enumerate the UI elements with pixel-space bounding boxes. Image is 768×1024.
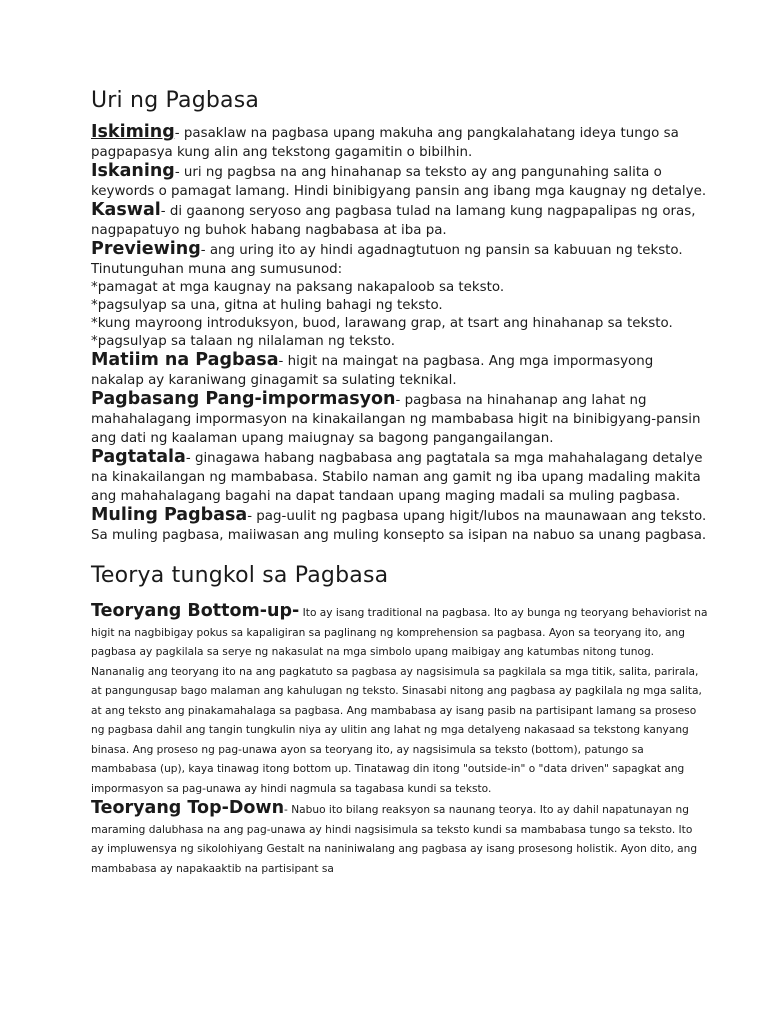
entry-teoryang-bottom-up	[91, 602, 708, 799]
term-teoryang-top-down: Teoryang Top-Down	[91, 798, 285, 818]
entry-iskaning	[91, 162, 708, 201]
term-teoryang-bottom-up: Teoryang Bottom-up-	[91, 601, 300, 621]
previewing-item: *kung mayroong introduksyon, buod, larawang grap, at tsart ang hinahanap sa teksto.	[91, 316, 673, 331]
term-previewing: Previewing	[91, 239, 201, 259]
desc-teoryang-top-down: - Nabuo ito bilang reaksyon sa naunang teorya. Ito ay dahil napatunayan ng maraming dalubhasa na ang pag-unawa ay hindi nagsisimula sa teksto kundi sa mambabasa tungo sa teksto. Ito ay impluwensya ng sikolohiyang Gestalt na naniniwalang ang pagbasa ay isang prosesong holistik. Ayon dito, ang mambabasa ay napakaaktib na partisipant sa	[91, 804, 698, 875]
previewing-item: *pagsulyap sa una, gitna at huling bahagi ng teksto.	[91, 298, 443, 313]
desc-iskiming: - pasaklaw na pagbasa upang makuha ang pangkalahatang ideya tungo sa pagpapasya kung alin ang tekstong gagamitin o bibilhin.	[91, 126, 679, 160]
entry-iskiming	[91, 123, 708, 162]
entry-pagtatala	[91, 448, 708, 506]
desc-kaswal: - di gaanong seryoso ang pagbasa tulad na lamang kung nagpapalipas ng oras, nagpapatuyo ng buhok habang nagbabasa at iba pa.	[91, 204, 696, 238]
term-kaswal: Kaswal	[91, 200, 161, 220]
term-pagbasang-pang-impormasyon: Pagbasang Pang-impormasyon	[91, 389, 396, 409]
previewing-item: *pagsulyap sa talaan ng nilalaman ng teksto.	[91, 334, 395, 349]
entry-muling-pagbasa	[91, 506, 708, 545]
desc-muling-pagbasa: - pag-uulit ng pagbasa upang higit/lubos na maunawaan ang teksto. Sa muling pagbasa, maiiwasan ang muling konsepto sa isipan na nabuo sa unang pagbasa.	[91, 509, 707, 543]
term-pagtatala: Pagtatala	[91, 447, 186, 467]
term-iskaning: Iskaning	[91, 161, 175, 181]
section-title-teorya: Teorya tungkol sa Pagbasa	[91, 563, 389, 588]
desc-previewing: - ang uring ito ay hindi agadnagtutuon ng pansin sa kabuuan ng teksto. Tinutunguhan muna ang sumusunod:	[91, 243, 683, 277]
section-title-uri-ng-pagbasa: Uri ng Pagbasa	[91, 88, 260, 113]
desc-iskaning: - uri ng pagbsa na ang hinahanap sa teksto ay ang pangunahing salita o keywords o pamagat lamang. Hindi binibigyang pansin ang ibang mga kaugnay ng detalye.	[91, 165, 707, 199]
entry-previewing	[91, 240, 708, 279]
term-iskiming: Iskiming	[91, 122, 175, 142]
desc-pagtatala: - ginagawa habang nagbabasa ang pagtatala sa mga mahahalagang detalye na kinakailangan ng mambabasa. Stabilo naman ang gamit ng iba upang madaling makita ang mahahalagang bagahi na dapat tandaan upang maging madali sa muling pagbasa.	[91, 451, 703, 504]
desc-matiim-na-pagbasa: - higit na maingat na pagbasa. Ang mga impormasyong nakalap ay karaniwang ginagamit sa sulating teknikal.	[91, 354, 654, 388]
term-muling-pagbasa: Muling Pagbasa	[91, 505, 248, 525]
entry-kaswal	[91, 201, 708, 240]
entry-teoryang-top-down	[91, 799, 708, 879]
desc-pagbasang-pang-impormasyon: - pagbasa na hinahanap ang lahat ng mahahalagang impormasyon na kinakailangan ng mambabasa higit na binibigyang-pansin ang dati ng kaalaman upang maiugnay sa bagong pangangailangan.	[91, 393, 701, 446]
term-matiim-na-pagbasa: Matiim na Pagbasa	[91, 350, 279, 370]
entry-pagbasang-pang-impormasyon	[91, 390, 708, 448]
entry-matiim-na-pagbasa	[91, 351, 708, 390]
desc-teoryang-bottom-up: Ito ay isang traditional na pagbasa. Ito ay bunga ng teoryang behaviorist na higit na nagbibigay pokus sa kapaligiran sa paglinang ng komprehension sa pagbasa. Ayon sa teoryang ito, ang pagbasa ay pagkilala sa serye ng nakasulat na mga simbolo upang maibigay ang katumbas nitong tunog. Nananalig ang teoryang ito na ang pagkatuto sa pagbasa ay nagsisimula sa pagkilala sa mga titik, salita, parirala, at pangungusap bago malaman ang kahulugan ng teksto. Sinasabi nitong ang pagbasa ay pagkilala ng mga salita, at ang teksto ang pinakamahalaga sa pagbasa. Ang mambabasa ay isang pasib na partisipant lamang sa proseso ng pagbasa dahil ang tangin tungkulin niya ay ulitin ang lahat ng mga detalyeng nakasaad sa tekstong kanyang binasa. Ang proseso ng pag-unawa ayon sa teoryang ito, ay nagsisimula sa teksto (bottom), patungo sa mambabasa (up), kaya tinawag itong bottom up. Tinatawag din itong "outside-in" o "data driven" sapagkat ang impormasyon sa pag-unawa ay hindi nagmula sa tagabasa kundi sa teksto.	[91, 607, 708, 795]
previewing-item: *pamagat at mga kaugnay na paksang nakapaloob sa teksto.	[91, 280, 505, 295]
